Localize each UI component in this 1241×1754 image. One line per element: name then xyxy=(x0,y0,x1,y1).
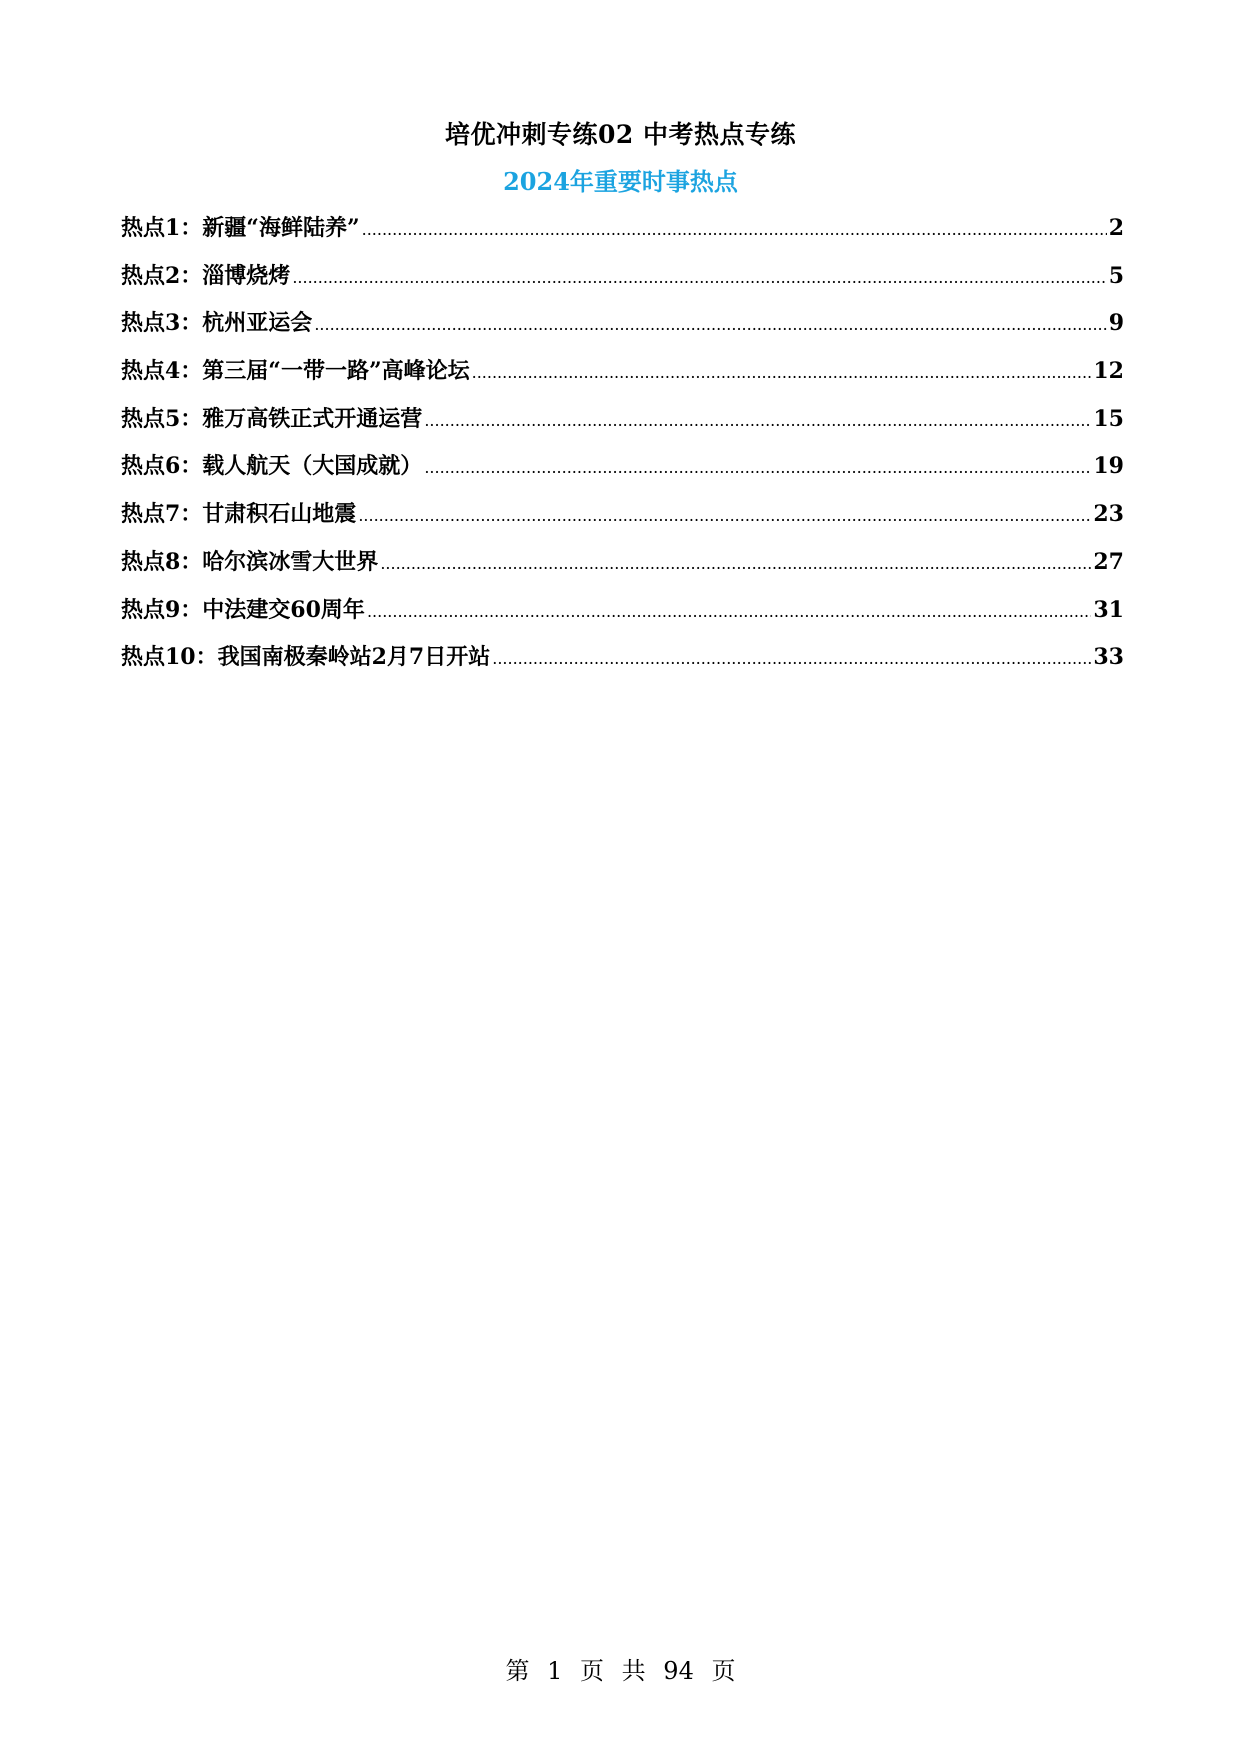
toc-item[interactable] xyxy=(121,593,1124,641)
toc-item-page: 2 xyxy=(1108,215,1124,241)
toc-item[interactable] xyxy=(121,545,1124,593)
toc-dot-leader xyxy=(492,641,1091,676)
toc-item-label: 热点7：甘肃积石山地震 xyxy=(121,501,357,528)
toc-dot-leader xyxy=(380,546,1091,581)
toc-item-page: 33 xyxy=(1093,644,1124,671)
toc-dot-leader xyxy=(362,212,1107,247)
toc-dot-leader xyxy=(424,450,1091,485)
toc-item-label: 热点3：杭州亚运会 xyxy=(121,310,313,337)
toc-item-page: 9 xyxy=(1108,310,1124,337)
toc-item-label: 热点1：新疆“海鲜陆养” xyxy=(121,215,360,241)
toc-item-page: 5 xyxy=(1108,262,1124,289)
toc-item-label: 热点10：我国南极秦岭站2月7日开站 xyxy=(121,644,491,671)
toc-item-page: 15 xyxy=(1093,405,1124,432)
toc-item[interactable] xyxy=(121,259,1124,307)
toc-item[interactable] xyxy=(121,211,1124,259)
toc-item[interactable] xyxy=(121,640,1124,688)
toc-item-page: 27 xyxy=(1093,548,1124,575)
toc-item-label: 热点2：淄博烧烤 xyxy=(121,262,291,289)
toc-dot-leader xyxy=(367,594,1091,629)
toc-item-label: 热点5：雅万高铁正式开通运营 xyxy=(121,405,423,432)
toc-item-label: 热点8：哈尔滨冰雪大世界 xyxy=(121,548,379,575)
toc-item[interactable] xyxy=(121,497,1124,545)
section-title: 2024年重要时事热点 xyxy=(503,167,738,196)
toc-item[interactable] xyxy=(121,402,1124,450)
toc-dot-leader xyxy=(314,307,1106,342)
toc-dot-leader xyxy=(292,260,1106,295)
toc-item-page: 12 xyxy=(1093,358,1124,385)
toc-item-label: 热点9：中法建交60周年 xyxy=(121,596,365,623)
toc-item-label: 热点6：载人航天（大国成就） xyxy=(121,453,423,480)
page-footer: 第 1 页 共 94 页 xyxy=(505,1657,736,1685)
toc-item-page: 19 xyxy=(1093,453,1124,480)
toc-item[interactable] xyxy=(121,449,1124,497)
toc-dot-leader xyxy=(424,403,1091,438)
toc-item-page: 31 xyxy=(1093,596,1124,623)
toc-item[interactable] xyxy=(121,354,1124,402)
toc-item-page: 23 xyxy=(1093,501,1124,528)
toc-item-label: 热点4：第三届“一带一路”高峰论坛 xyxy=(121,358,470,385)
toc-item[interactable] xyxy=(121,306,1124,354)
toc-dot-leader xyxy=(472,355,1092,390)
page-title: 培优冲刺专练02 中考热点专练 xyxy=(445,120,796,149)
toc-dot-leader xyxy=(358,498,1091,533)
table-of-contents xyxy=(121,211,1124,688)
